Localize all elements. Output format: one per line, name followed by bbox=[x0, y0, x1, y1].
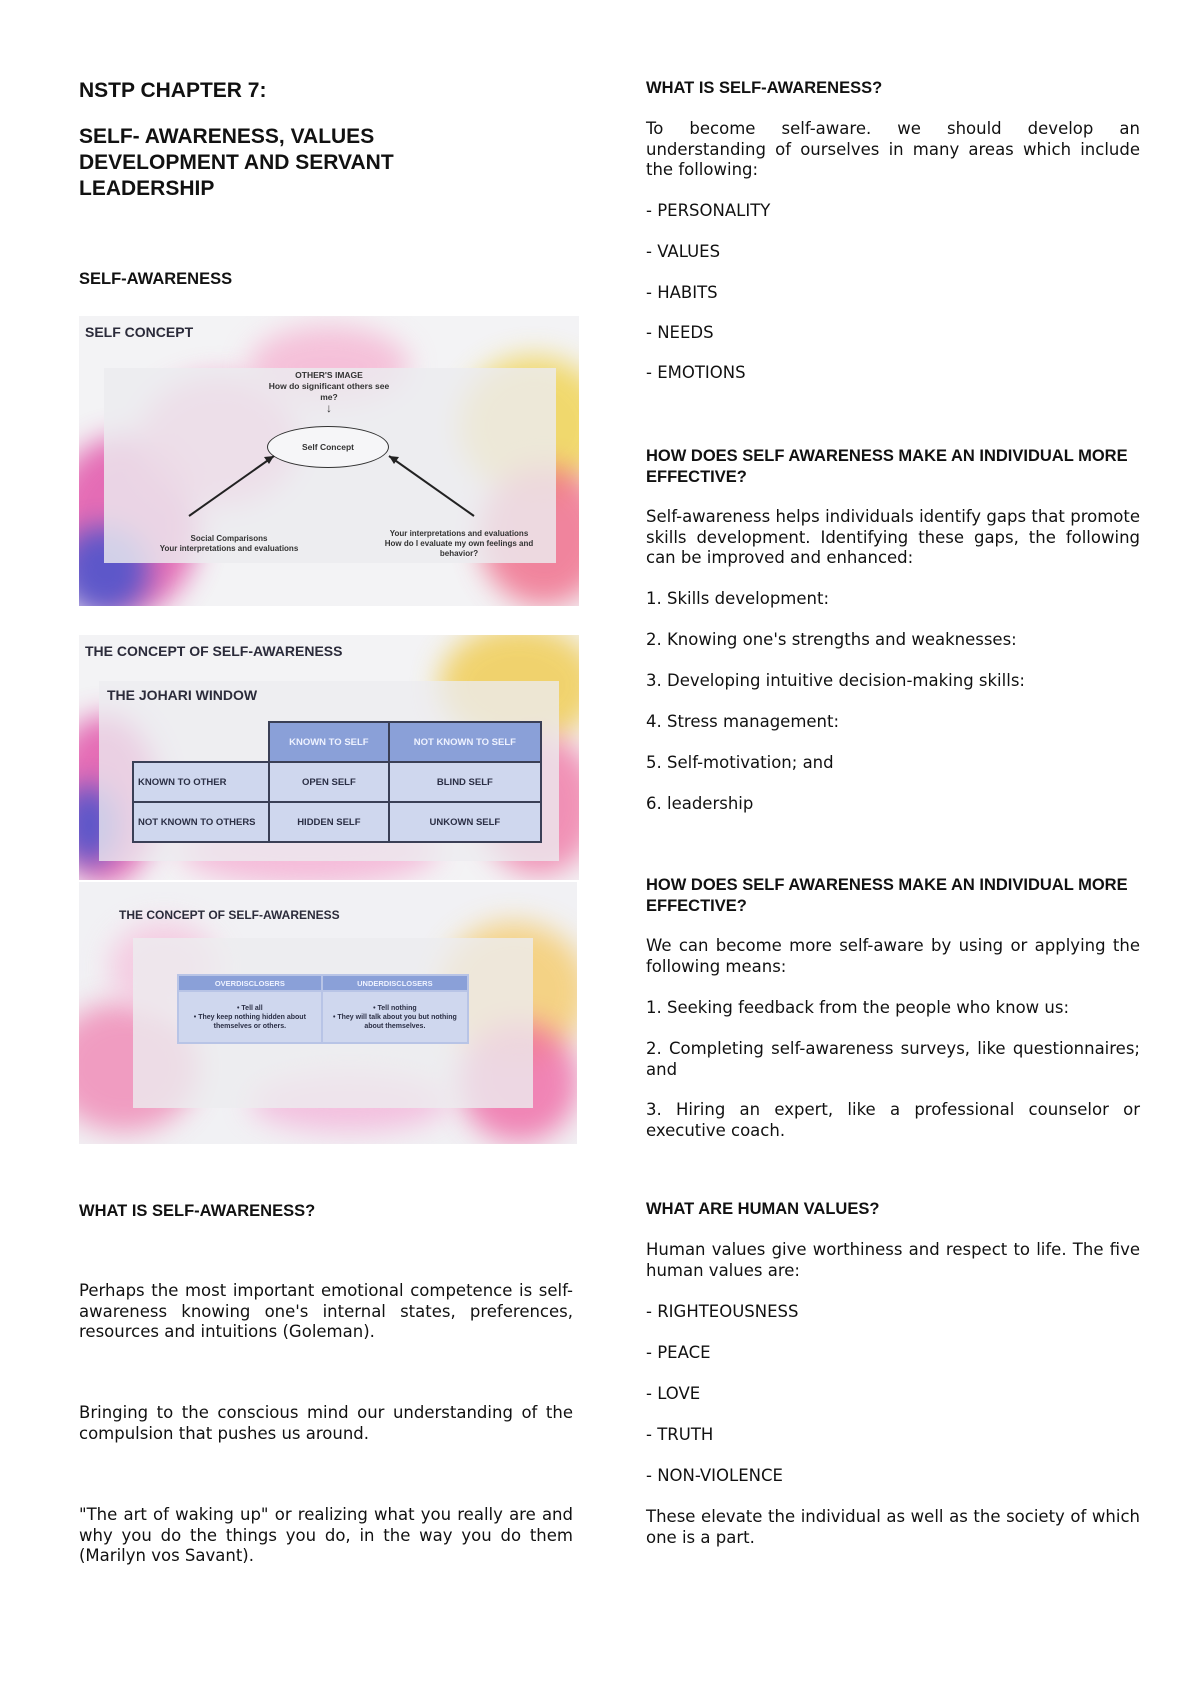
heading-what-is-self-awareness: WHAT IS SELF-AWARENESS? bbox=[646, 79, 883, 97]
main-title-line-2: DEVELOPMENT AND SERVANT bbox=[79, 151, 394, 174]
list-item: - NON-VIOLENCE bbox=[646, 1466, 783, 1485]
slide-subtitle: THE JOHARI WINDOW bbox=[107, 687, 258, 703]
col-header: KNOWN TO SELF bbox=[269, 722, 389, 762]
intro-gaps: Self-awareness helps individuals identify gaps that promote skills development. Identifying these gaps, the following can be improved and enhanced: bbox=[646, 507, 1140, 567]
paragraph-goleman: Perhaps the most important emotional competence is self- awareness knowing one's internal states, preferences, resources and intuitions (Goleman). bbox=[79, 1281, 573, 1341]
arrow-lines bbox=[79, 316, 579, 606]
list-item: - HABITS bbox=[646, 283, 718, 302]
main-title bbox=[79, 124, 573, 202]
down-arrow-icon: ↓ bbox=[326, 401, 332, 415]
row-label: KNOWN TO OTHER bbox=[133, 762, 269, 802]
paragraph-vos-savant: "The art of waking up" or realizing what you really are and why you do the things you do, in the way you do them (Marilyn vos Savant). bbox=[79, 1505, 573, 1565]
bullet: • Tell all bbox=[237, 1004, 263, 1012]
chapter-title-block bbox=[79, 78, 573, 104]
table-cell bbox=[178, 991, 322, 1043]
list-item: - PERSONALITY bbox=[646, 201, 771, 220]
list-item: - LOVE bbox=[646, 1384, 701, 1403]
intro-human-values: Human values give worthiness and respect to life. The five human values are: bbox=[646, 1240, 1140, 1280]
left-label-line1: Social Comparisons bbox=[190, 534, 268, 543]
col-header: NOT KNOWN TO SELF bbox=[389, 722, 541, 762]
center-label: Self Concept bbox=[302, 442, 354, 452]
list-item: 3. Developing intuitive decision-making skills: bbox=[646, 671, 1025, 690]
johari-table bbox=[132, 721, 542, 843]
main-title-line-1: SELF- AWARENESS, VALUES bbox=[79, 125, 375, 148]
bullet: • They will talk about you but nothing about themselves. bbox=[332, 1013, 457, 1030]
slide-title: SELF CONCEPT bbox=[85, 324, 194, 340]
list-item: 1. Skills development: bbox=[646, 589, 830, 608]
list-item: - RIGHTEOUSNESS bbox=[646, 1302, 799, 1321]
section-heading-self-awareness: SELF-AWARENESS bbox=[79, 270, 233, 288]
slide-disclosers bbox=[79, 882, 577, 1144]
slide-title: THE CONCEPT OF SELF-AWARENESS bbox=[85, 643, 343, 659]
outro-human-values: These elevate the individual as well as the society of which one is a part. bbox=[646, 1507, 1140, 1547]
list-item: 4. Stress management: bbox=[646, 712, 840, 731]
list-item: 2. Completing self-awareness surveys, like questionnaires; and bbox=[646, 1039, 1140, 1079]
heading-effective-1: HOW DOES SELF AWARENESS MAKE AN INDIVIDUAL MORE EFFECTIVE? bbox=[646, 447, 1128, 486]
slide-johari-window bbox=[79, 635, 579, 880]
right-label-line2: How do I evaluate my own feelings and behavior? bbox=[384, 539, 534, 558]
list-item: 3. Hiring an expert, like a professional counselor or executive coach. bbox=[646, 1100, 1140, 1140]
right-label-line1: Your interpretations and evaluations bbox=[389, 529, 529, 538]
list-item: - VALUES bbox=[646, 242, 721, 261]
disclosers-table bbox=[177, 974, 469, 1044]
table-cell: UNKOWN SELF bbox=[389, 802, 541, 842]
col-header: UNDERDISCLOSERS bbox=[322, 975, 468, 991]
list-item: 6. leadership bbox=[646, 794, 754, 813]
list-item: - NEEDS bbox=[646, 323, 714, 342]
intro-means: We can become more self-aware by using or applying the following means: bbox=[646, 936, 1140, 976]
paragraph-compulsion: Bringing to the conscious mind our understanding of the compulsion that pushes us around. bbox=[79, 1403, 573, 1443]
bullet: • Tell nothing bbox=[373, 1004, 417, 1012]
others-image-text: How do significant others see me? bbox=[268, 381, 390, 402]
intro-self-aware: To become self-aware. we should develop an understanding of ourselves in many areas which include the following: bbox=[646, 119, 1140, 179]
heading-human-values: WHAT ARE HUMAN VALUES? bbox=[646, 1200, 880, 1218]
table-cell: OPEN SELF bbox=[269, 762, 389, 802]
table-cell: BLIND SELF bbox=[389, 762, 541, 802]
slide-title: THE CONCEPT OF SELF-AWARENESS bbox=[119, 908, 340, 922]
table-cell bbox=[322, 991, 468, 1043]
row-label: NOT KNOWN TO OTHERS bbox=[133, 802, 269, 842]
what-is-heading: WHAT IS SELF-AWARENESS? bbox=[79, 1202, 316, 1220]
chapter-title: NSTP CHAPTER 7: bbox=[79, 79, 267, 102]
left-label-line2: Your interpretations and evaluations bbox=[159, 544, 299, 553]
list-item: 5. Self-motivation; and bbox=[646, 753, 834, 772]
list-item: - PEACE bbox=[646, 1343, 711, 1362]
main-title-line-3: LEADERSHIP bbox=[79, 177, 215, 200]
slide-self-concept bbox=[79, 316, 579, 606]
bullet: • They keep nothing hidden about themselves or others. bbox=[193, 1013, 306, 1030]
heading-effective-2: HOW DOES SELF AWARENESS MAKE AN INDIVIDUAL MORE EFFECTIVE? bbox=[646, 876, 1128, 915]
list-item: 2. Knowing one's strengths and weaknesses: bbox=[646, 630, 1017, 649]
list-item: - EMOTIONS bbox=[646, 363, 746, 382]
list-item: 1. Seeking feedback from the people who know us: bbox=[646, 998, 1070, 1017]
list-item: - TRUTH bbox=[646, 1425, 714, 1444]
others-image-title: OTHER'S IMAGE bbox=[295, 370, 363, 380]
col-header: OVERDISCLOSERS bbox=[178, 975, 322, 991]
table-cell: HIDDEN SELF bbox=[269, 802, 389, 842]
